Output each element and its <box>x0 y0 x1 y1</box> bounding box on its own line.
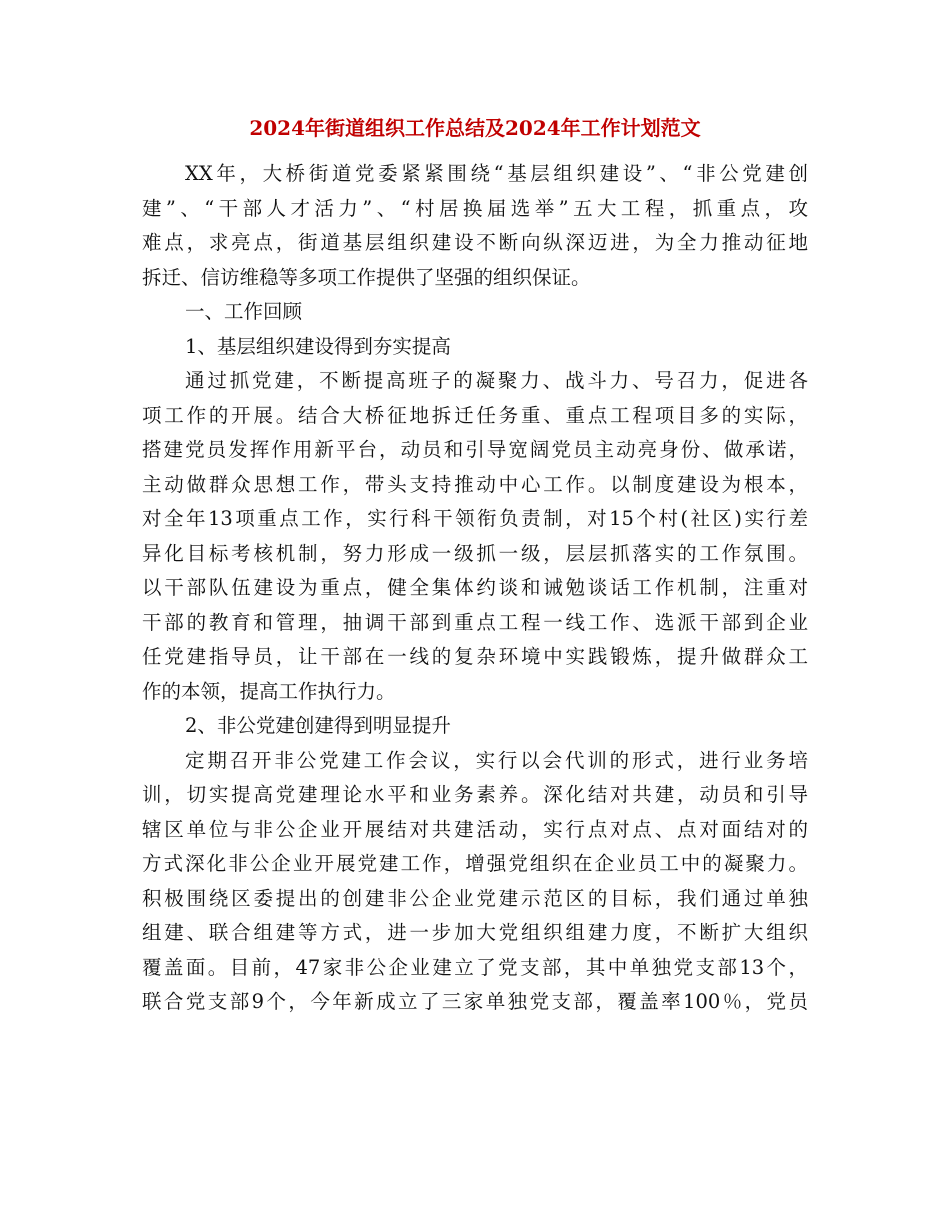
text-line: 1、基层组织建设得到夯实提高 <box>185 334 451 358</box>
text-line: 积极围绕区委提出的创建非公企业党建示范区的目标，我们通过单独 <box>142 886 808 910</box>
text-line: 主动做群众思想工作，带头支持推动中心工作。以制度建设为根本， <box>142 472 808 496</box>
text-line: 拆迁、信访维稳等多项工作提供了坚强的组织保证。 <box>142 265 591 289</box>
document-body <box>142 157 808 1020</box>
text-line: 定期召开非公党建工作会议，实行以会代训的形式，进行业务培 <box>185 748 808 772</box>
text-line: 干部的教育和管理，抽调干部到重点工程一线工作、选派干部到企业 <box>142 610 808 634</box>
text-line: 任党建指导员，让干部在一线的复杂环境中实践锻炼，提升做群众工 <box>142 645 808 668</box>
text-line: 搭建党员发挥作用新平台，动员和引导宽阔党员主动亮身份、做承诺， <box>142 438 808 461</box>
text-line: 辖区单位与非公企业开展结对共建活动，实行点对点、点对面结对的 <box>142 817 808 841</box>
text-line: 以干部队伍建设为重点，健全集体约谈和诫勉谈话工作机制，注重对 <box>142 576 808 599</box>
text-line: XX年，大桥街道党委紧紧围绕“基层组织建设”、“非公党建创 <box>185 162 808 185</box>
text-line: 对全年13项重点工作，实行科干领衔负责制，对15个村(社区)实行差 <box>142 507 808 530</box>
text-line: 训，切实提高党建理论水平和业务素养。深化结对共建，动员和引导 <box>142 783 808 806</box>
text-line: 覆盖面。目前，47家非公企业建立了党支部，其中单独党支部13个， <box>142 955 808 979</box>
text-line: 作的本领，提高工作执行力。 <box>142 679 396 703</box>
text-line: 方式深化非公企业开展党建工作，增强党组织在企业员工中的凝聚力。 <box>142 852 808 875</box>
text-line: 项工作的开展。结合大桥征地拆迁任务重、重点工程项目多的实际， <box>142 403 808 427</box>
text-line: 建”、“干部人才活力”、“村居换届选举”五大工程，抓重点，攻 <box>142 196 808 220</box>
text-line: 联合党支部9个，今年新成立了三家单独党支部，覆盖率100％，党员 <box>142 990 808 1013</box>
text-line: 组建、联合组建等方式，进一步加大党组织组建力度，不断扩大组织 <box>142 921 808 944</box>
text-line: 一、工作回顾 <box>185 300 303 323</box>
text-line: 2、非公党建创建得到明显提升 <box>185 714 451 737</box>
text-line: 异化目标考核机制，努力形成一级抓一级，层层抓落实的工作氛围。 <box>142 541 808 565</box>
text-line: 难点，求亮点，街道基层组织建设不断向纵深迈进，为全力推动征地 <box>142 231 808 254</box>
document-title: 2024年街道组织工作总结及2024年工作计划范文 <box>249 116 701 140</box>
text-line: 通过抓党建，不断提高班子的凝聚力、战斗力、号召力，促进各 <box>185 369 808 392</box>
